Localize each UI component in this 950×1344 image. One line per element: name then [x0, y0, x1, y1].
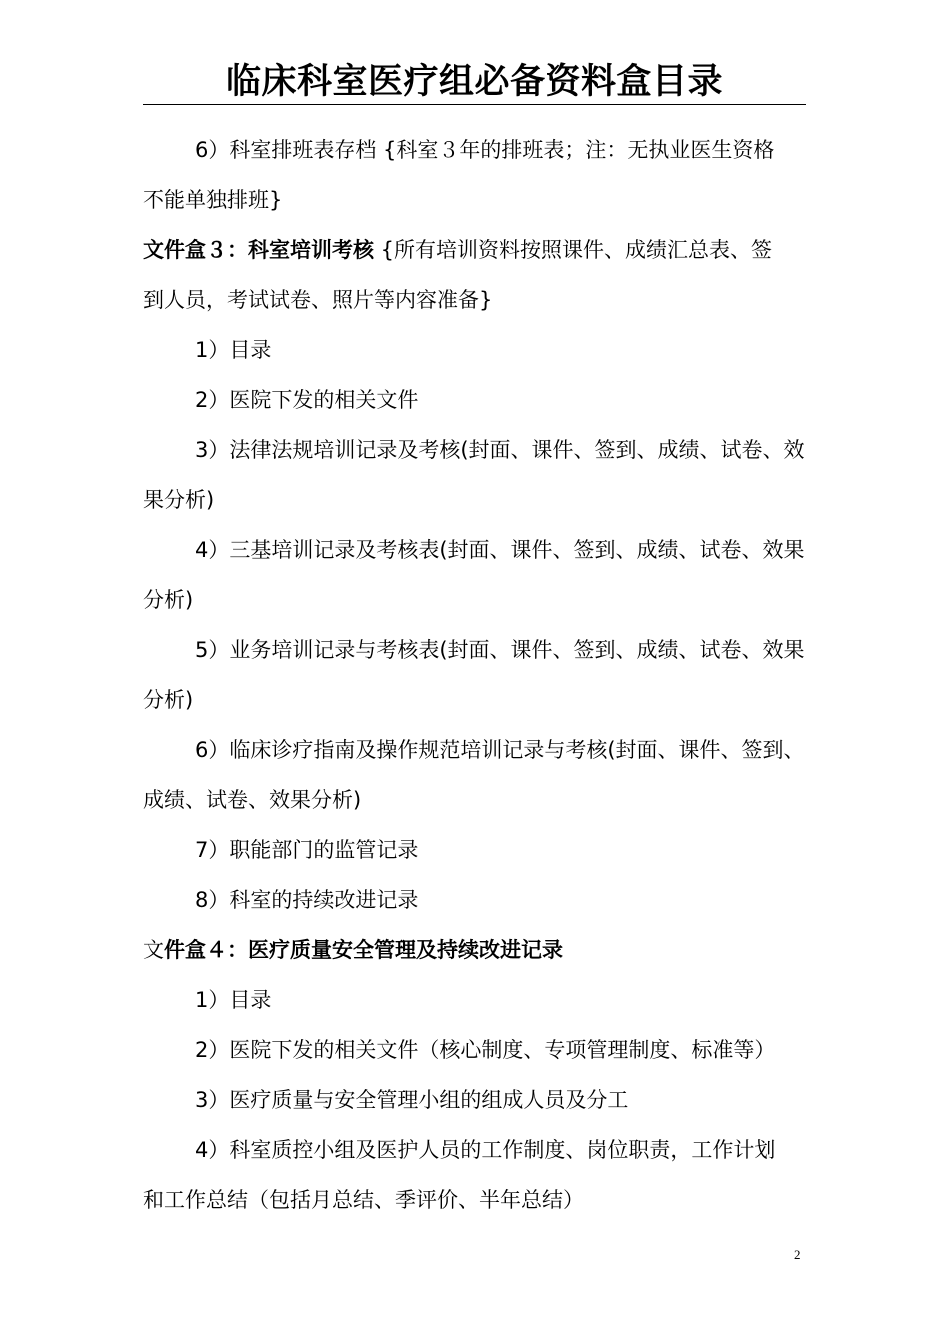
list-item: 6）科室排班表存档 {科室３年的排班表；注：无执业医生资格 [195, 138, 775, 162]
list-item: 1）目录 [195, 988, 272, 1012]
list-item-continuation: 不能单独排班} [143, 188, 283, 212]
document-body [143, 125, 819, 1225]
list-item: 2）医院下发的相关文件 [195, 388, 419, 412]
list-item-continuation: 和工作总结（包括月总结、季评价、半年总结） [143, 1188, 584, 1212]
list-item: 3）医疗质量与安全管理小组的组成人员及分工 [195, 1088, 629, 1112]
list-item: 8）科室的持续改进记录 [195, 888, 419, 912]
box3-heading: 文件盒３：科室培训考核 [143, 238, 374, 262]
box4-heading-prefix: 文 [143, 938, 164, 962]
list-item-continuation: 果分析) [143, 488, 215, 512]
box4-heading: 件盒４：医疗质量安全管理及持续改进记录 [164, 938, 563, 962]
box3-note-continuation: 到人员，考试试卷、照片等内容准备} [143, 288, 493, 312]
list-item-continuation: 成绩、试卷、效果分析) [143, 788, 362, 812]
list-item: 4）科室质控小组及医护人员的工作制度、岗位职责，工作计划 [195, 1138, 776, 1162]
list-item: 4）三基培训记录及考核表(封面、课件、签到、成绩、试卷、效果 [195, 538, 805, 562]
section-heading-box4 [143, 925, 819, 975]
list-item: 2）医院下发的相关文件（核心制度、专项管理制度、标准等） [195, 1038, 776, 1062]
page-title: 临床科室医疗组必备资料盒目录 [225, 62, 723, 102]
list-item-continuation: 分析) [143, 588, 194, 612]
list-item: 3）法律法规培训记录及考核(封面、课件、签到、成绩、试卷、效 [195, 438, 805, 462]
title-underline [143, 104, 806, 105]
page-number: 2 [794, 1247, 801, 1262]
list-item: 1）目录 [195, 338, 272, 362]
list-item: 7）职能部门的监管记录 [195, 838, 419, 862]
list-item: 5）业务培训记录与考核表(封面、课件、签到、成绩、试卷、效果 [195, 638, 805, 662]
list-item: 6）临床诊疗指南及操作规范培训记录与考核(封面、课件、签到、 [195, 738, 805, 762]
list-item-continuation: 分析) [143, 688, 194, 712]
box3-note: {所有培训资料按照课件、成绩汇总表、签 [374, 238, 773, 262]
section-heading-box3 [143, 225, 819, 275]
